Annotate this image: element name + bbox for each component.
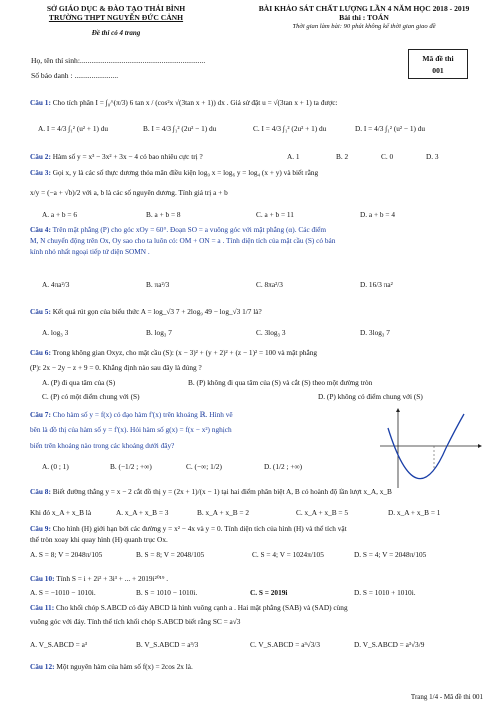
question-4: Câu 4: Trên mặt phẳng (P) cho góc xOy = 60°. Đoạn SO = a vuông góc với mặt phẳng (α). Các điểm bbox=[30, 225, 327, 234]
q11-answer-c: C. V_S.ABCD = a³√3/3 bbox=[250, 640, 320, 649]
q7-answer-c: C. (−∞; 1/2) bbox=[186, 462, 222, 471]
q3-answer-c: C. a + b = 11 bbox=[256, 210, 294, 219]
q8-answer-b: B. x_A + x_B = 2 bbox=[197, 508, 250, 517]
question-6: Câu 6: Trong không gian Oxyz, cho mặt cầu (S): (x − 3)² + (y + 2)² + (z − 1)² = 100 và mặt phẳng bbox=[30, 348, 318, 357]
derivative-graph bbox=[376, 408, 482, 490]
question-7-line2: bên là đồ thị của hàm số y = f'(x). Hỏi hàm số g(x) = f(x − x²) nghịch bbox=[30, 425, 232, 434]
q11-answer-d: D. V_S.ABCD = a³√3/9 bbox=[354, 640, 425, 649]
q2-answer-b: B. 2 bbox=[336, 152, 349, 161]
q4-answer-b: B. πa²/3 bbox=[146, 280, 170, 289]
q6-answer-d: D. (P) không có điểm chung với (S) bbox=[318, 392, 423, 401]
q5-answer-b: B. log₃ 7 bbox=[146, 328, 172, 337]
q4-answer-a: A. 4πa²/3 bbox=[42, 280, 70, 289]
exam-code-value: 001 bbox=[432, 66, 444, 75]
question-3: Câu 3: Gọi x, y là các số thực dương thỏa mãn điều kiện log₉ x = log₆ y = log₄ (x + y) và biết rằng bbox=[30, 168, 319, 177]
q6-answer-c: C. (P) có một điểm chung với (S) bbox=[42, 392, 140, 401]
page-footer: Trang 1/4 - Mã đề thi 001 bbox=[410, 693, 483, 701]
question-9: Câu 9: Cho hình (H) giới hạn bởi các đường y = x² − 4x và y = 0. Tính diện tích của hình (H) và thể tích vật bbox=[30, 524, 347, 533]
q1-answer-a: A. I = 4/3 ∫₁² (u² + 1) du bbox=[38, 124, 109, 133]
exam-subject: Bài thi : TOÁN bbox=[339, 13, 389, 22]
question-4-line3: kính nhỏ nhất ngoại tiếp tứ diện SOMN . bbox=[30, 247, 150, 256]
q5-answer-c: C. 3log₃ 3 bbox=[256, 328, 286, 337]
q7-answer-b: B. (−1/2 ; +∞) bbox=[110, 462, 152, 471]
q11-answer-a: A. V_S.ABCD = a³ bbox=[30, 640, 88, 649]
q9-answer-a: A. S = 8; V = 2048π/105 bbox=[30, 550, 103, 559]
question-2: Câu 2: Hàm số y = x³ − 3x² + 3x − 4 có bao nhiêu cực trị ? bbox=[30, 152, 203, 161]
header-right bbox=[233, 4, 495, 31]
q10-answer-a: A. S = −1010 − 1010i. bbox=[30, 588, 96, 597]
q5-answer-d: D. 3log₃ 7 bbox=[360, 328, 390, 337]
question-11-line2: vuông góc với đáy. Tính thể tích khối chóp S.ABCD biết rằng SC = a√3 bbox=[30, 617, 241, 626]
exam-title: BÀI KHẢO SÁT CHẤT LƯỢNG LẦN 4 NĂM HỌC 2018 - 2019 bbox=[258, 4, 470, 13]
x-axis-arrow bbox=[478, 444, 482, 448]
header-left bbox=[16, 4, 216, 38]
y-axis-arrow bbox=[396, 408, 400, 412]
q8-answer-d: D. x_A + x_B = 1 bbox=[388, 508, 441, 517]
question-8-line2: Khi đó x_A + x_B là bbox=[30, 508, 92, 517]
q2-answer-a: A. 1 bbox=[287, 152, 300, 161]
q4-answer-d: D. 16/3 πa² bbox=[360, 280, 393, 289]
q1-answer-d: D. I = 4/3 ∫₁² (u² − 1) du bbox=[355, 124, 426, 133]
department-name: SỞ GIÁO DỤC & ĐÀO TẠO THÁI BÌNH bbox=[46, 4, 186, 13]
q8-answer-c: C. x_A + x_B = 5 bbox=[296, 508, 349, 517]
q11-answer-b: B. V_S.ABCD = a³/3 bbox=[136, 640, 199, 649]
candidate-name-field: Họ, tên thí sinh:.................................................................. bbox=[31, 56, 206, 65]
exam-time-note: Thời gian làm bài: 90 phút không kể thời gian giao đề bbox=[292, 23, 436, 30]
question-12: Câu 12: Một nguyên hàm của hàm số f(x) = 2cos 2x là. bbox=[30, 662, 193, 671]
q1-answer-b: B. I = 4/3 ∫₁² (2u² − 1) du bbox=[143, 124, 217, 133]
question-1: Câu 1: Cho tích phân I = ∫₀^(π/3) 6 tan x / (cos²x √(3tan x + 1)) dx . Giả sử đặt u = √(3tan x + 1) ta được: bbox=[30, 98, 338, 107]
question-6-line2: (P): 2x − 2y − z + 9 = 0. Khẳng định nào sau đây là đúng ? bbox=[30, 363, 202, 372]
q6-answer-b: B. (P) không đi qua tâm của (S) và cắt (S) theo một đường tròn bbox=[188, 378, 373, 387]
q3-answer-b: B. a + b = 8 bbox=[146, 210, 181, 219]
q3-answer-a: A. a + b = 6 bbox=[42, 210, 77, 219]
q5-answer-a: A. log₃ 3 bbox=[42, 328, 69, 337]
q9-answer-b: B. S = 8; V = 2048/105 bbox=[136, 550, 205, 559]
q9-answer-c: C. S = 4; V = 1024π/105 bbox=[252, 550, 324, 559]
q7-answer-a: A. (0 ; 1) bbox=[42, 462, 69, 471]
question-11: Câu 11: Cho khối chóp S.ABCD có đáy ABCD là hình vuông cạnh a . Hai mặt phẳng (SAB) và (SAD) cùng bbox=[30, 603, 348, 612]
q10-answer-c: C. S = 2019i bbox=[250, 588, 288, 597]
exam-code-label: Mã đề thi bbox=[422, 54, 454, 63]
question-7-line3: biến trên khoảng nào trong các khoảng dưới đây? bbox=[30, 441, 175, 450]
exam-code-box bbox=[408, 49, 468, 79]
q6-answer-a: A. (P) đi qua tâm của (S) bbox=[42, 378, 116, 387]
question-8: Câu 8: Biết đường thẳng y = x − 2 cắt đồ thị y = (2x + 1)/(x − 1) tại hai điểm phân biệt A, B có hoành độ lần lượt x_A, x_B bbox=[30, 487, 392, 496]
candidate-id-field: Số báo danh : ....................... bbox=[31, 71, 119, 80]
q9-answer-d: D. S = 4; V = 2048π/105 bbox=[354, 550, 427, 559]
school-name: TRƯỜNG THPT NGUYỄN ĐỨC CẢNH bbox=[48, 13, 184, 22]
question-10: Câu 10: Tính S = i + 2i² + 3i³ + ... + 2019i²⁰¹⁹ . bbox=[30, 574, 169, 583]
question-5: Câu 5: Kết quả rút gọn của biểu thức A = log_√3 7 + 2log₉ 49 − log_√3 1/7 là? bbox=[30, 307, 262, 316]
question-3-line2: x/y = (−a + √b)/2 với a, b là các số nguyên dương. Tính giá trị a + b bbox=[30, 188, 228, 197]
question-4-line2: M, N chuyển động trên Ox, Oy sao cho ta luôn có: OM + ON = a . Tính diện tích của mặt cầu (S) có bán bbox=[30, 236, 336, 245]
question-9-line2: thể tròn xoay khi quay hình (H) quanh trục Ox. bbox=[30, 535, 168, 544]
question-7: Câu 7: Cho hàm số y = f(x) có đạo hàm f'(x) trên khoảng ℝ. Hình vẽ bbox=[30, 410, 233, 419]
q10-answer-b: B. S = 1010 − 1010i. bbox=[136, 588, 198, 597]
q3-answer-d: D. a + b = 4 bbox=[360, 210, 395, 219]
q10-answer-d: D. S = 1010 + 1010i. bbox=[354, 588, 416, 597]
q1-answer-c: C. I = 4/3 ∫₁² (2u² + 1) du bbox=[253, 124, 327, 133]
q7-answer-d: D. (1/2 ; +∞) bbox=[264, 462, 303, 471]
q2-answer-c: C. 0 bbox=[381, 152, 394, 161]
q2-answer-d: D. 3 bbox=[426, 152, 439, 161]
q8-answer-a: A. x_A + x_B = 3 bbox=[116, 508, 169, 517]
q4-answer-c: C. 8πa²/3 bbox=[256, 280, 283, 289]
pages-note: Đề thi có 4 trang bbox=[91, 29, 141, 37]
